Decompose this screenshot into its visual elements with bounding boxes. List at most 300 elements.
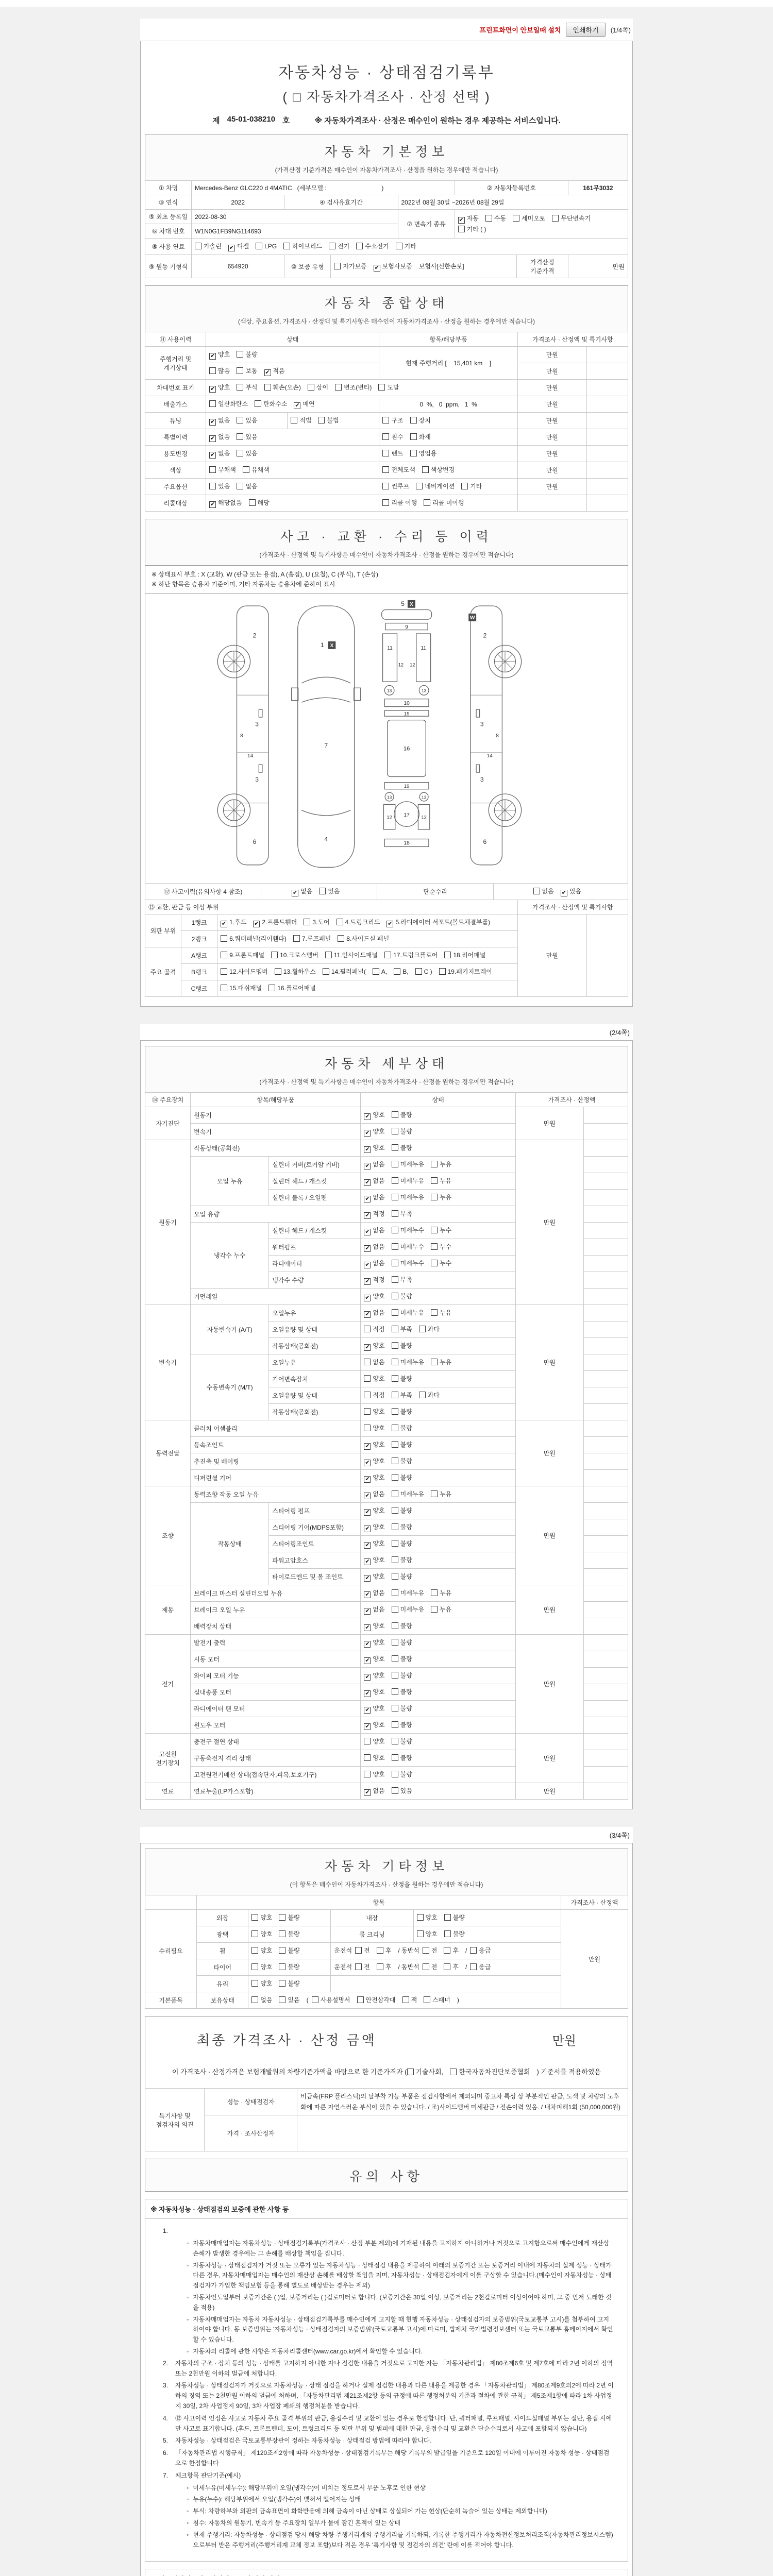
- checkbox[interactable]: [271, 952, 278, 958]
- checkbox[interactable]: [195, 243, 201, 249]
- checkbox[interactable]: [338, 935, 344, 942]
- checkbox[interactable]: ✔: [365, 1245, 370, 1252]
- sub-group-label: 수동변속기 (M/T): [191, 1354, 269, 1420]
- checkbox[interactable]: [364, 1359, 371, 1365]
- checkbox[interactable]: [268, 985, 275, 991]
- checkbox[interactable]: ✔: [365, 1575, 370, 1582]
- checkbox[interactable]: [279, 1996, 285, 2003]
- option-label: 양호: [373, 1622, 385, 1630]
- item-label: 추진축 및 베어링: [191, 1453, 361, 1470]
- vin-mark-row: [145, 380, 628, 396]
- device-group-label: 전기: [145, 1635, 191, 1734]
- option-text: /: [465, 1947, 467, 1955]
- option-label: 있음: [288, 1996, 300, 2004]
- option-label: 미세누수: [400, 1260, 424, 1267]
- notice-bullet: ◦ 현재 주행거리: 자동차성능 · 상태점검 당시 해당 차량 주행거리계의 주행거리를 기록하되, 기록한 주행거리가 자동차전산정보처리조직(자동차관리정보시스템)으로부터 받은 주행거리(주행거리계 교체 정보 포함)보다 적은 경우 '특기사항 및 점검자의 의견' 란에 이를 적어야 합니다.: [187, 2530, 614, 2551]
- checkbox[interactable]: ✔: [210, 435, 215, 442]
- checkbox[interactable]: [423, 1947, 429, 1954]
- checkbox[interactable]: [392, 1425, 398, 1431]
- rankB-options: [217, 964, 518, 980]
- checkbox[interactable]: ✔: [210, 353, 215, 359]
- checkbox[interactable]: [364, 1738, 371, 1744]
- checkbox[interactable]: [419, 1392, 426, 1398]
- checkbox[interactable]: ✔: [365, 1526, 370, 1532]
- checkbox[interactable]: ✔: [365, 1163, 370, 1170]
- diagram-legend: [145, 566, 628, 594]
- checkbox[interactable]: [279, 1947, 285, 1954]
- checkbox[interactable]: ✔: [365, 1262, 370, 1268]
- checkbox[interactable]: ✔: [210, 452, 215, 458]
- checkbox[interactable]: [419, 1326, 426, 1332]
- checkbox[interactable]: [392, 1408, 398, 1415]
- checkbox[interactable]: [323, 968, 329, 975]
- checkbox[interactable]: [424, 499, 430, 506]
- checkbox[interactable]: [392, 1458, 398, 1464]
- svg-text:12: 12: [410, 662, 415, 668]
- checkbox[interactable]: [382, 499, 389, 506]
- notice-bullet: ◦ 자동차인도일부터 보증기간은 ( )일, 보증거리는 ( )킬로미터로 합니다. (보증기간은 30일 이상, 보증거리는 2천킬로미터 이상이어야 하며, 그 중 먼저 도래한 것을 적용): [187, 2293, 614, 2313]
- checkbox[interactable]: [221, 935, 227, 942]
- checkbox[interactable]: [308, 384, 314, 391]
- checkbox[interactable]: [392, 1293, 398, 1299]
- option-label: 불량: [452, 1930, 465, 1938]
- checkbox[interactable]: [392, 1672, 398, 1679]
- checkbox[interactable]: [431, 1243, 438, 1250]
- status-options: [361, 1272, 515, 1289]
- checkbox[interactable]: [513, 215, 519, 222]
- print-button[interactable]: 인쇄하기: [566, 23, 605, 37]
- checkbox[interactable]: [325, 952, 332, 958]
- checkbox[interactable]: [392, 1573, 398, 1580]
- checkbox[interactable]: ✔: [459, 216, 464, 223]
- checkbox[interactable]: [392, 1540, 398, 1547]
- checkbox[interactable]: ✔: [365, 1460, 370, 1466]
- option-label: 양호: [373, 1293, 385, 1300]
- checkbox[interactable]: [431, 1177, 438, 1184]
- checkbox[interactable]: [378, 384, 385, 391]
- checkbox[interactable]: [256, 243, 262, 249]
- checkbox[interactable]: [392, 1342, 398, 1349]
- checkbox[interactable]: [392, 1721, 398, 1728]
- checkbox[interactable]: [394, 968, 400, 975]
- detail-h1: ⑭ 주요장치: [145, 1093, 191, 1107]
- checkbox[interactable]: [364, 1771, 371, 1777]
- option-label: 미세누유: [400, 1589, 424, 1597]
- checkbox[interactable]: ✔: [365, 1591, 370, 1598]
- checkbox[interactable]: [335, 384, 342, 391]
- option-label: 기타: [470, 483, 482, 490]
- checkbox[interactable]: [209, 483, 216, 489]
- checkbox[interactable]: [533, 888, 540, 894]
- checkbox[interactable]: [392, 1474, 398, 1481]
- checkbox[interactable]: ✔: [365, 1657, 370, 1664]
- checkbox[interactable]: ✔: [365, 1179, 370, 1186]
- checkbox[interactable]: [279, 1930, 285, 1937]
- checkbox[interactable]: [392, 1606, 398, 1613]
- tuning-price: 만원: [517, 413, 586, 429]
- checkbox[interactable]: [364, 1326, 371, 1332]
- detail-header: [145, 1046, 628, 1093]
- checkbox[interactable]: [431, 1260, 438, 1266]
- option-label: 3.도어: [312, 919, 330, 926]
- recall-options-2: [379, 495, 517, 512]
- checkbox[interactable]: ✔: [254, 921, 259, 927]
- checkbox[interactable]: [392, 1639, 398, 1646]
- checkbox[interactable]: [356, 243, 363, 249]
- checkbox[interactable]: [431, 1194, 438, 1200]
- checkbox[interactable]: [417, 1930, 424, 1937]
- checkbox[interactable]: [392, 1738, 398, 1744]
- checkbox[interactable]: [392, 1392, 398, 1398]
- checkbox[interactable]: [251, 1980, 258, 1987]
- checkbox[interactable]: [364, 1754, 371, 1761]
- option-label: 양호: [373, 1655, 385, 1663]
- checkbox[interactable]: ✔: [365, 1278, 370, 1285]
- status-options: [361, 1173, 515, 1190]
- checkbox[interactable]: [334, 263, 341, 269]
- frame-label: 주요 골격: [145, 947, 181, 997]
- checkbox[interactable]: [392, 1194, 398, 1200]
- checkbox[interactable]: [255, 400, 261, 407]
- checkbox[interactable]: [312, 1996, 318, 2003]
- item-label: 와이퍼 모터 기능: [191, 1668, 361, 1684]
- checkbox[interactable]: ✔: [365, 1113, 370, 1120]
- item-label: 등속조인트: [191, 1437, 361, 1453]
- checkbox[interactable]: [209, 367, 216, 374]
- checkbox[interactable]: [431, 1161, 438, 1167]
- option-label: 누유: [439, 1309, 452, 1317]
- checkbox[interactable]: ✔: [365, 1723, 370, 1730]
- option-label: 수동: [494, 214, 506, 222]
- checkbox[interactable]: [392, 1260, 398, 1266]
- checkbox[interactable]: [319, 888, 326, 894]
- checkbox[interactable]: ✔: [365, 1130, 370, 1137]
- checkbox[interactable]: [392, 1688, 398, 1695]
- option-label: 불량: [400, 1556, 412, 1564]
- checkbox[interactable]: [251, 1947, 258, 1954]
- checkbox[interactable]: [416, 483, 423, 489]
- checkbox[interactable]: [249, 499, 256, 506]
- checkbox[interactable]: [450, 2069, 457, 2075]
- checkbox[interactable]: ✔: [365, 1542, 370, 1549]
- checkbox[interactable]: [318, 417, 325, 423]
- option-label: 13.휠하우스: [283, 968, 316, 976]
- checkbox[interactable]: [431, 1309, 438, 1316]
- status-options: [361, 1602, 515, 1618]
- checkbox[interactable]: [382, 450, 389, 456]
- option-label: 불량: [288, 1980, 300, 1988]
- checkbox[interactable]: [251, 1963, 258, 1970]
- checkbox[interactable]: [392, 1523, 398, 1530]
- status-options: [361, 1371, 515, 1387]
- checkbox[interactable]: [304, 919, 310, 925]
- option-label: 후: [385, 1963, 392, 1971]
- checkbox[interactable]: [243, 466, 249, 473]
- emission-price: 만원: [517, 396, 586, 413]
- checkbox[interactable]: [444, 1963, 450, 1970]
- checkbox[interactable]: ✔: [561, 890, 566, 896]
- checkbox[interactable]: [392, 1177, 398, 1184]
- checkbox[interactable]: [264, 384, 271, 391]
- checkbox[interactable]: ✔: [365, 1146, 370, 1153]
- checkbox[interactable]: [237, 351, 243, 358]
- checkbox[interactable]: [392, 1655, 398, 1662]
- checkbox[interactable]: [237, 483, 243, 489]
- checkbox[interactable]: [364, 1392, 371, 1398]
- rank1-label: 1랭크: [181, 914, 217, 931]
- checkbox[interactable]: [392, 1771, 398, 1777]
- checkbox[interactable]: [209, 466, 216, 473]
- checkbox[interactable]: [279, 1914, 285, 1921]
- option-label: 누유: [439, 1194, 452, 1201]
- checkbox[interactable]: [279, 1963, 285, 1970]
- checkbox[interactable]: [392, 1507, 398, 1514]
- checkbox[interactable]: ✔: [210, 386, 215, 392]
- checkbox[interactable]: [364, 1375, 371, 1382]
- checkbox[interactable]: ✔: [365, 1196, 370, 1202]
- legend-line-1: ※ 상태표시 부호 : X (교환), W (판금 또는 용접), A (흠집), U (요철), C (부식), T (손상): [152, 571, 378, 578]
- checkbox[interactable]: [251, 1930, 258, 1937]
- checkbox[interactable]: [283, 243, 290, 249]
- checkbox[interactable]: [237, 384, 243, 391]
- checkbox[interactable]: [423, 1963, 429, 1970]
- option-label: 7.루프패널: [301, 935, 331, 943]
- usage-change-price: 만원: [517, 446, 586, 462]
- option-label: 양호: [373, 1441, 385, 1449]
- checkbox[interactable]: [410, 417, 417, 423]
- checkbox[interactable]: ✔: [388, 921, 393, 927]
- checkbox[interactable]: [392, 1326, 398, 1332]
- checkbox[interactable]: [410, 433, 417, 440]
- checkbox[interactable]: [364, 1425, 371, 1431]
- checkbox[interactable]: ✔: [293, 890, 298, 896]
- item-label: 브레이크 마스터 실린더오일 누유: [191, 1585, 361, 1602]
- checkbox[interactable]: [392, 1309, 398, 1316]
- checkbox[interactable]: ✔: [365, 1476, 370, 1483]
- checkbox[interactable]: [392, 1622, 398, 1629]
- checkbox[interactable]: [402, 1996, 409, 2003]
- checkbox[interactable]: ✔: [229, 245, 234, 251]
- option-label: 양호: [218, 351, 230, 358]
- item-label: 동력조향 작동 오일 누유: [191, 1486, 361, 1503]
- model-year-label: ③ 연식: [145, 195, 192, 210]
- option-label: 양호: [373, 1754, 385, 1762]
- checkbox[interactable]: [410, 450, 417, 456]
- checkbox[interactable]: [357, 1996, 364, 2003]
- option-label: 구조: [391, 417, 404, 424]
- option-label: 누유: [439, 1606, 452, 1614]
- checkbox[interactable]: [237, 450, 243, 456]
- checkbox[interactable]: ✔: [365, 1690, 370, 1697]
- option-label: 14.필러패널(: [331, 968, 366, 976]
- checkbox[interactable]: [279, 1980, 285, 1987]
- checkbox[interactable]: [392, 1276, 398, 1283]
- option-label: 누수: [439, 1260, 452, 1267]
- checkbox[interactable]: [392, 1161, 398, 1167]
- checkbox[interactable]: ✔: [365, 1443, 370, 1450]
- checkbox[interactable]: [291, 417, 297, 423]
- main-option-price: 만원: [517, 479, 586, 495]
- checkbox[interactable]: [431, 1359, 438, 1365]
- checkbox[interactable]: ✔: [365, 1344, 370, 1351]
- checkbox[interactable]: [373, 968, 379, 975]
- checkbox[interactable]: ✔: [365, 1641, 370, 1648]
- checkbox[interactable]: [470, 1963, 477, 1970]
- checkbox[interactable]: [209, 400, 216, 407]
- checkbox[interactable]: [424, 1996, 430, 2003]
- option-label: 응급: [479, 1947, 491, 1955]
- checkbox[interactable]: [221, 952, 227, 958]
- checkbox[interactable]: [396, 243, 402, 249]
- checkbox[interactable]: ✔: [365, 1229, 370, 1235]
- checkbox[interactable]: [293, 935, 300, 942]
- rankB-label: B랭크: [181, 964, 217, 980]
- checkbox[interactable]: [444, 1914, 451, 1921]
- checkbox[interactable]: ✔: [222, 921, 227, 927]
- checkbox[interactable]: ✔: [365, 1674, 370, 1681]
- checkbox[interactable]: ✔: [365, 1608, 370, 1615]
- checkbox[interactable]: [552, 215, 559, 222]
- checkbox[interactable]: [431, 1227, 438, 1233]
- checkbox[interactable]: [392, 1375, 398, 1382]
- checkbox[interactable]: ✔: [265, 369, 270, 376]
- checkbox[interactable]: [392, 1144, 398, 1151]
- checkbox[interactable]: [382, 417, 389, 423]
- option-label: 양호: [373, 1523, 385, 1531]
- checkbox[interactable]: [251, 1996, 258, 2003]
- checkbox[interactable]: ✔: [365, 1311, 370, 1318]
- polish-options: [248, 1926, 331, 1943]
- checkbox[interactable]: [431, 1589, 438, 1596]
- checkbox[interactable]: [382, 483, 389, 489]
- checkbox[interactable]: [392, 1754, 398, 1761]
- checkbox[interactable]: ✔: [210, 419, 215, 425]
- checkbox[interactable]: [417, 1914, 424, 1921]
- checkbox[interactable]: [392, 1243, 398, 1250]
- checkbox[interactable]: [382, 433, 389, 440]
- mileage-value: 현재 주행거리 [ 15,401 km ]: [379, 347, 517, 380]
- checkbox[interactable]: [237, 417, 243, 423]
- checkbox[interactable]: [444, 952, 451, 958]
- checkbox[interactable]: [384, 952, 391, 958]
- status-options: [361, 1124, 515, 1140]
- checkbox[interactable]: [461, 483, 468, 489]
- checkbox[interactable]: [275, 968, 281, 975]
- checkbox[interactable]: ✔: [365, 1624, 370, 1631]
- checkbox[interactable]: [392, 1490, 398, 1497]
- checkbox[interactable]: ✔: [365, 1558, 370, 1565]
- checkbox[interactable]: [392, 1705, 398, 1711]
- checkbox[interactable]: [392, 1556, 398, 1563]
- checkbox[interactable]: [470, 1947, 477, 1954]
- checkbox[interactable]: ✔: [365, 1509, 370, 1516]
- vin-mark-label: 차대번호 표기: [145, 380, 206, 396]
- checkbox[interactable]: [355, 1947, 362, 1954]
- svg-text:13: 13: [421, 794, 427, 800]
- notice-block-title: ※ 자동차성능 · 상태점검의 보증에 관한 사항 등: [145, 2199, 628, 2219]
- checkbox[interactable]: [392, 1787, 398, 1794]
- option-label: 탄화수소: [263, 400, 288, 408]
- checkbox[interactable]: [237, 433, 243, 440]
- checkbox[interactable]: [355, 1963, 362, 1970]
- item-label: 오일유량 및 상태: [269, 1387, 361, 1404]
- rank2-options: [217, 931, 518, 947]
- option-label: 없음: [373, 1161, 385, 1168]
- remark-inspector-text: 비금속(FRP 플라스틱)의 탈부착 가능 부품은 점검사항에서 제외되며 중고차 특성 상 부분적인 판금, 도색 및 차량의 노후화에 따른 자연스러운 부식이 있을 수 있습니다. / 조)사이드멤버 미세판금 / 전손이력 있음. / 내차피해1회 (50,000,000원): [297, 2089, 628, 2115]
- option-label: 불량: [400, 1425, 412, 1432]
- item-label: 실린더 커버(로커암 커버): [269, 1157, 361, 1173]
- detail-row: [145, 1635, 628, 1651]
- checkbox[interactable]: [431, 1606, 438, 1613]
- checkbox[interactable]: [422, 466, 429, 473]
- checkbox[interactable]: ✔: [365, 1789, 370, 1796]
- checkbox[interactable]: [392, 1589, 398, 1596]
- option-label: 1.후드: [229, 919, 247, 926]
- install-notice-link[interactable]: 프린트화면이 안보일때 설치: [479, 26, 561, 34]
- checkbox[interactable]: [458, 226, 465, 232]
- checkbox[interactable]: [392, 1227, 398, 1233]
- option-label: 있음: [400, 1787, 412, 1795]
- checkbox[interactable]: ✔: [295, 402, 300, 409]
- car-diagram: [206, 599, 567, 877]
- reg-no-value: 161무3032: [568, 181, 628, 195]
- checkbox[interactable]: ✔: [365, 1707, 370, 1714]
- emission-options: [206, 396, 379, 413]
- checkbox[interactable]: [415, 968, 422, 975]
- checkbox[interactable]: [221, 985, 227, 991]
- option-label: 양호: [373, 1425, 385, 1432]
- checkbox[interactable]: [392, 1128, 398, 1134]
- checkbox[interactable]: [237, 367, 243, 374]
- option-label: 누유: [439, 1589, 452, 1597]
- option-label: 12.사이드멤버: [229, 968, 268, 976]
- checkbox[interactable]: [329, 243, 335, 249]
- checkbox[interactable]: [337, 919, 343, 925]
- item-label: 작동상태(공회전): [269, 1404, 361, 1420]
- checkbox[interactable]: [392, 1359, 398, 1365]
- doc-no-suffix: 호: [282, 116, 290, 125]
- checkbox[interactable]: ✔: [365, 1295, 370, 1301]
- checkbox[interactable]: [439, 968, 446, 975]
- room-cleaning-label: 룸 크리닝: [331, 1926, 413, 1943]
- checkbox[interactable]: [444, 1947, 450, 1954]
- checkbox[interactable]: [221, 968, 227, 975]
- option-label: 없음: [373, 1177, 385, 1185]
- checkbox[interactable]: [377, 1947, 383, 1954]
- checkbox[interactable]: [392, 1111, 398, 1118]
- item-label: 파워고압호스: [269, 1552, 361, 1569]
- checkbox[interactable]: ✔: [365, 1493, 370, 1499]
- notice-item: 2. 자동차의 구조 · 장치 등의 성능 · 상태를 고지하지 아니한 자나 점검한 내용을 거짓으로 고지한 자는 「자동차관리법」 제80조제6호 및 제7호에 따라 2년 이하의 징역 또는 2천만원 이하의 벌금에 처합니다.: [163, 2359, 613, 2377]
- checkbox[interactable]: [377, 1963, 383, 1970]
- checkbox[interactable]: [431, 1490, 438, 1497]
- checkbox[interactable]: [392, 1441, 398, 1448]
- checkbox[interactable]: [407, 2069, 414, 2075]
- transmission-options: [455, 210, 628, 239]
- checkbox[interactable]: [382, 466, 389, 473]
- checkbox[interactable]: [444, 1930, 451, 1937]
- option-label: 전: [431, 1963, 438, 1971]
- checkbox[interactable]: [485, 215, 492, 222]
- checkbox[interactable]: ✔: [365, 1212, 370, 1219]
- checkbox[interactable]: ✔: [374, 264, 379, 271]
- checkbox[interactable]: [364, 1408, 371, 1415]
- status-options: [361, 1140, 515, 1157]
- checkbox[interactable]: ✔: [210, 501, 215, 507]
- detail-row: [145, 1486, 628, 1503]
- checkbox[interactable]: [392, 1210, 398, 1217]
- checkbox[interactable]: [251, 1914, 258, 1921]
